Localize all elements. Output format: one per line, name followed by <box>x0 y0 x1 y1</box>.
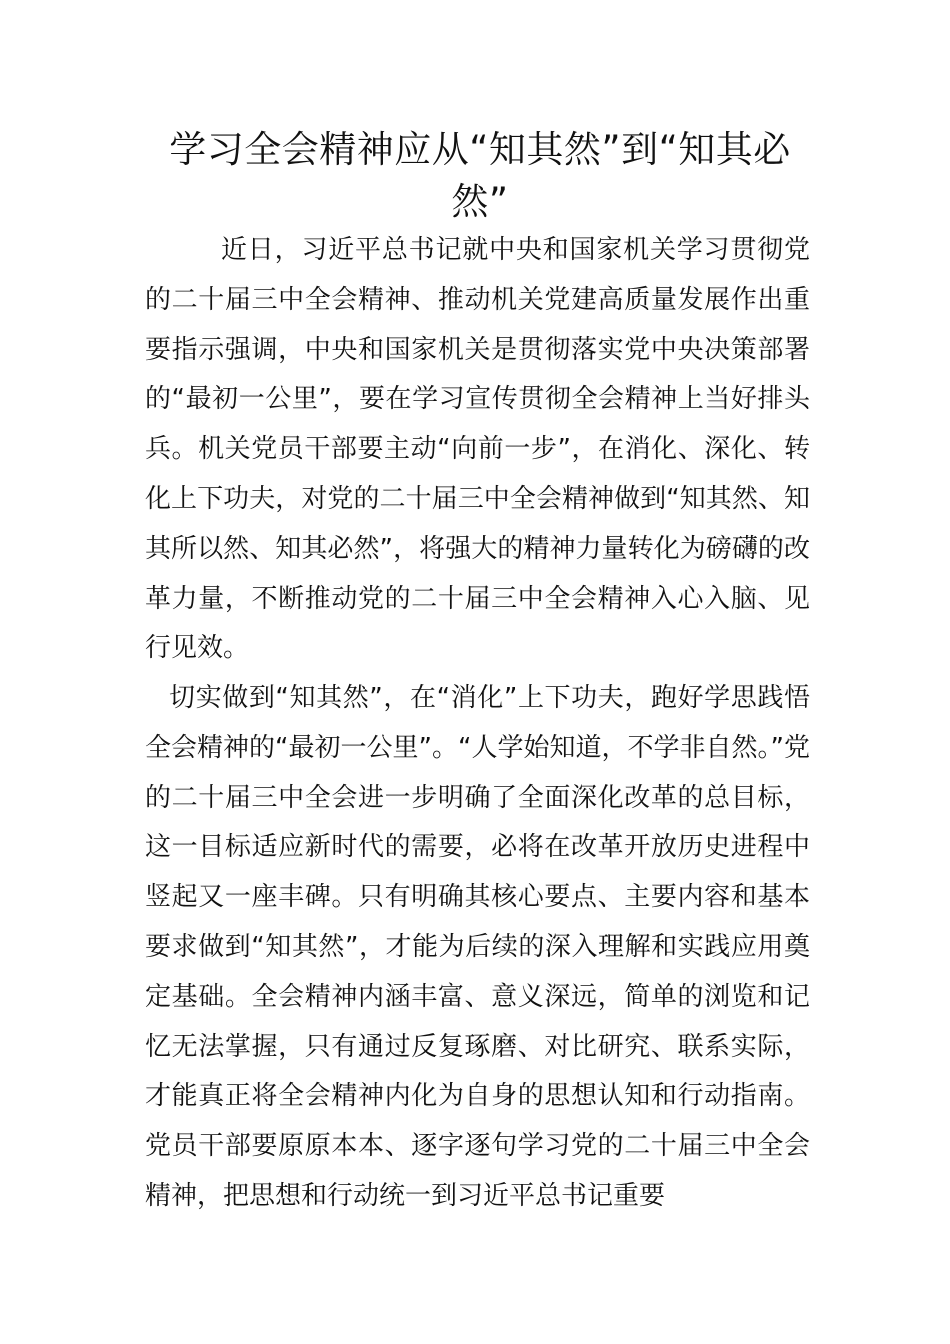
body-paragraph-1: 近日，习近平总书记就中央和国家机关学习贯彻党的二十届三中全会精神、推动机关党建高质量发展作出重要指示强调，中央和国家机关是贯彻落实党中央决策部署的“最初一公里”，要在学习宣传贯彻全会精神上当好排头兵。机关党员干部要主动“向前一步”，在消化、深化、转化上下功夫，对党的二十届三中全会精神做到“知其然、知其所以然、知其必然”，将强大的精神力量转化为磅礴的改革力量，不断推动党的二十届三中全会精神入心入脑、见行见效。 <box>145 235 810 664</box>
article-title: 学习全会精神应从“知其然”到“知其必然” <box>169 128 791 223</box>
body-paragraph-2: 切实做到“知其然”，在“消化”上下功夫，跑好学思践悟全会精神的“最初一公里”。“人学始知道，不学非自然。”党的二十届三中全会进一步明确了全面深化改革的总目标，这一目标适应新时代的需要，必将在改革开放历史进程中竖起又一座丰碑。只有明确其核心要点、主要内容和基本要求做到“知其然”，才能为后续的深入理解和实践应用奠定基础。全会精神内涵丰富、意义深远，简单的浏览和记忆无法掌握，只有通过反复琢磨、对比研究、联系实际，才能真正将全会精神内化为自身的思想认知和行动指南。党员干部要原原本本、逐字逐句学习党的二十届三中全会精神，把思想和行动统一到习近平总书记重要 <box>145 683 810 1211</box>
